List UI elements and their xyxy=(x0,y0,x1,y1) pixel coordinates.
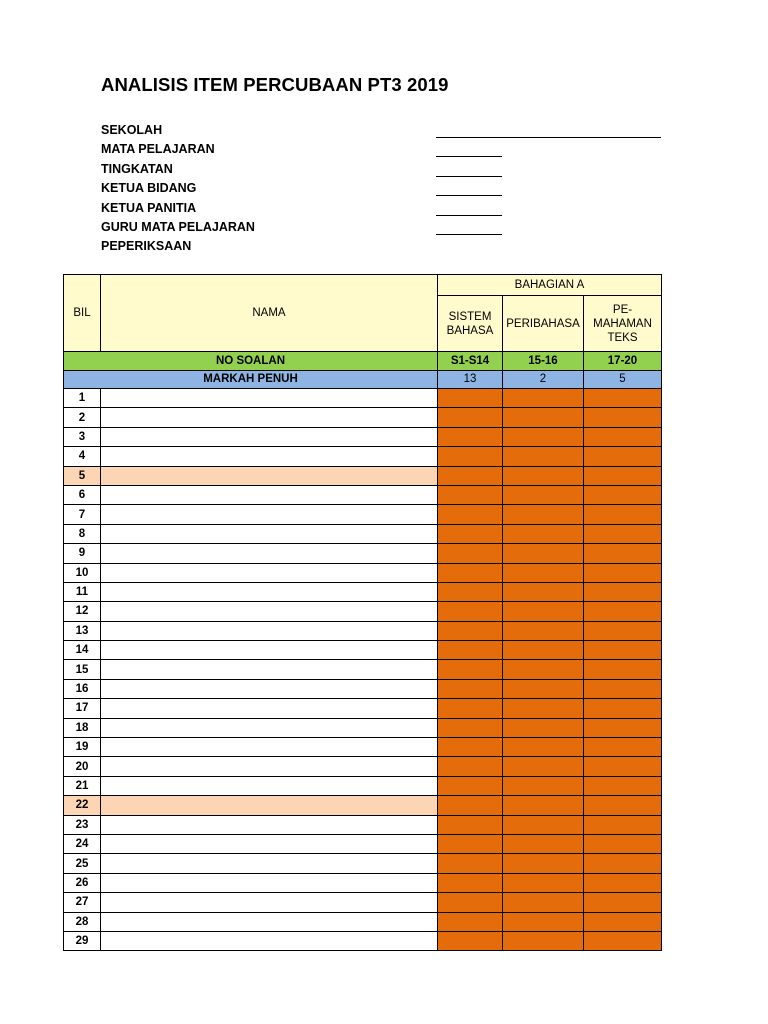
page-title: ANALISIS ITEM PERCUBAAN PT3 2019 xyxy=(101,74,449,95)
score-cell[interactable] xyxy=(584,641,662,660)
nama-cell[interactable] xyxy=(101,796,438,815)
bil-cell: 19 xyxy=(64,738,101,757)
table-row xyxy=(64,738,662,757)
table-row xyxy=(64,466,662,485)
info-label: TINGKATAN xyxy=(101,161,173,176)
score-cell[interactable] xyxy=(503,738,584,757)
score-cell[interactable] xyxy=(438,796,503,815)
info-fill-line[interactable] xyxy=(436,234,502,235)
score-cell[interactable] xyxy=(584,873,662,892)
score-cell[interactable] xyxy=(503,834,584,853)
table-row xyxy=(64,893,662,912)
score-cell[interactable] xyxy=(438,466,503,485)
table-row xyxy=(64,427,662,446)
markah-penuh-cell: 5 xyxy=(584,370,662,389)
bil-cell: 3 xyxy=(64,427,101,446)
info-row xyxy=(101,121,681,140)
score-cell[interactable] xyxy=(438,738,503,757)
score-cell[interactable] xyxy=(438,854,503,873)
score-cell[interactable] xyxy=(438,505,503,524)
section-header: BAHAGIAN A xyxy=(438,275,662,296)
nama-cell[interactable] xyxy=(101,699,438,718)
nama-cell[interactable] xyxy=(101,389,438,408)
score-cell[interactable] xyxy=(503,466,584,485)
bil-cell: 15 xyxy=(64,660,101,679)
score-cell[interactable] xyxy=(503,544,584,563)
info-row xyxy=(101,179,681,198)
nama-cell[interactable] xyxy=(101,485,438,504)
score-cell[interactable] xyxy=(584,815,662,834)
score-cell[interactable] xyxy=(503,854,584,873)
score-cell[interactable] xyxy=(438,641,503,660)
score-cell[interactable] xyxy=(438,524,503,543)
score-cell[interactable] xyxy=(503,505,584,524)
bil-cell: 17 xyxy=(64,699,101,718)
score-cell[interactable] xyxy=(503,912,584,931)
info-fill-line[interactable] xyxy=(436,156,502,157)
nama-cell[interactable] xyxy=(101,466,438,485)
markah-penuh-cell: 2 xyxy=(503,370,584,389)
score-cell[interactable] xyxy=(438,679,503,698)
score-cell[interactable] xyxy=(584,699,662,718)
analysis-table xyxy=(63,274,662,951)
table-row xyxy=(64,660,662,679)
score-cell[interactable] xyxy=(503,679,584,698)
score-cell[interactable] xyxy=(438,815,503,834)
score-cell[interactable] xyxy=(584,544,662,563)
nama-cell[interactable] xyxy=(101,854,438,873)
table-row xyxy=(64,873,662,892)
table-row xyxy=(64,854,662,873)
nama-cell[interactable] xyxy=(101,679,438,698)
score-cell[interactable] xyxy=(503,485,584,504)
score-cell[interactable] xyxy=(584,408,662,427)
score-cell[interactable] xyxy=(503,563,584,582)
bil-cell: 7 xyxy=(64,505,101,524)
score-cell[interactable] xyxy=(503,873,584,892)
score-cell[interactable] xyxy=(503,815,584,834)
no-soalan-cell: S1-S14 xyxy=(438,352,503,371)
score-cell[interactable] xyxy=(584,602,662,621)
table-row xyxy=(64,679,662,698)
info-row xyxy=(101,218,681,237)
nama-cell[interactable] xyxy=(101,427,438,446)
score-cell[interactable] xyxy=(438,582,503,601)
score-cell[interactable] xyxy=(438,699,503,718)
table-row xyxy=(64,796,662,815)
table-row xyxy=(64,485,662,504)
score-cell[interactable] xyxy=(438,563,503,582)
nama-cell[interactable] xyxy=(101,757,438,776)
score-cell[interactable] xyxy=(503,389,584,408)
info-label: GURU MATA PELAJARAN xyxy=(101,219,255,234)
score-cell[interactable] xyxy=(438,485,503,504)
nama-cell[interactable] xyxy=(101,776,438,795)
score-cell[interactable] xyxy=(438,834,503,853)
bil-cell: 6 xyxy=(64,485,101,504)
score-cell[interactable] xyxy=(438,718,503,737)
info-label: KETUA PANITIA xyxy=(101,200,197,215)
score-cell[interactable] xyxy=(438,893,503,912)
score-cell[interactable] xyxy=(584,757,662,776)
score-cell[interactable] xyxy=(503,893,584,912)
score-cell[interactable] xyxy=(438,912,503,931)
nama-cell[interactable] xyxy=(101,524,438,543)
score-cell[interactable] xyxy=(503,776,584,795)
nama-header: NAMA xyxy=(101,275,438,352)
score-cell[interactable] xyxy=(584,466,662,485)
bil-cell: 14 xyxy=(64,641,101,660)
score-cell[interactable] xyxy=(503,582,584,601)
table-row xyxy=(64,776,662,795)
column-header-pemahaman-teks: PE-MAHAMAN TEKS xyxy=(584,296,662,352)
score-cell[interactable] xyxy=(584,389,662,408)
nama-cell[interactable] xyxy=(101,505,438,524)
nama-cell[interactable] xyxy=(101,563,438,582)
bil-cell: 2 xyxy=(64,408,101,427)
bil-cell: 5 xyxy=(64,466,101,485)
nama-cell[interactable] xyxy=(101,641,438,660)
bil-cell: 27 xyxy=(64,893,101,912)
info-label: MATA PELAJARAN xyxy=(101,142,215,157)
score-cell[interactable] xyxy=(438,544,503,563)
nama-cell[interactable] xyxy=(101,660,438,679)
score-cell[interactable] xyxy=(584,738,662,757)
bil-cell: 4 xyxy=(64,447,101,466)
score-cell[interactable] xyxy=(503,447,584,466)
info-fill-line[interactable] xyxy=(436,137,661,138)
bil-cell: 22 xyxy=(64,796,101,815)
score-cell[interactable] xyxy=(438,757,503,776)
info-row xyxy=(101,237,681,256)
score-cell[interactable] xyxy=(584,427,662,446)
table-row xyxy=(64,815,662,834)
info-section xyxy=(101,121,681,257)
bil-cell: 24 xyxy=(64,834,101,853)
no-soalan-cell: 17-20 xyxy=(584,352,662,371)
score-cell[interactable] xyxy=(584,834,662,853)
table-row xyxy=(64,524,662,543)
score-cell[interactable] xyxy=(438,776,503,795)
nama-cell[interactable] xyxy=(101,582,438,601)
bil-cell: 18 xyxy=(64,718,101,737)
bil-cell: 29 xyxy=(64,931,101,950)
bil-cell: 25 xyxy=(64,854,101,873)
bil-cell: 21 xyxy=(64,776,101,795)
score-cell[interactable] xyxy=(584,505,662,524)
table-row xyxy=(64,563,662,582)
score-cell[interactable] xyxy=(438,931,503,950)
score-cell[interactable] xyxy=(503,718,584,737)
bil-cell: 23 xyxy=(64,815,101,834)
bil-cell: 28 xyxy=(64,912,101,931)
info-label: SEKOLAH xyxy=(101,123,163,137)
bil-cell: 12 xyxy=(64,602,101,621)
score-cell[interactable] xyxy=(503,621,584,640)
score-cell[interactable] xyxy=(584,524,662,543)
table-row xyxy=(64,699,662,718)
table-row xyxy=(64,582,662,601)
score-cell[interactable] xyxy=(584,660,662,679)
score-cell[interactable] xyxy=(584,931,662,950)
table-row xyxy=(64,389,662,408)
nama-cell[interactable] xyxy=(101,447,438,466)
table-row xyxy=(64,408,662,427)
table-row xyxy=(64,931,662,950)
table-row xyxy=(64,505,662,524)
score-cell[interactable] xyxy=(584,679,662,698)
score-cell[interactable] xyxy=(438,427,503,446)
score-cell[interactable] xyxy=(438,408,503,427)
no-soalan-label: NO SOALAN xyxy=(64,352,438,371)
nama-cell[interactable] xyxy=(101,815,438,834)
score-cell[interactable] xyxy=(503,699,584,718)
nama-cell[interactable] xyxy=(101,621,438,640)
info-fill-line[interactable] xyxy=(436,176,502,177)
nama-cell[interactable] xyxy=(101,873,438,892)
table-row xyxy=(64,912,662,931)
bil-cell: 13 xyxy=(64,621,101,640)
score-cell[interactable] xyxy=(503,931,584,950)
nama-cell[interactable] xyxy=(101,834,438,853)
bil-cell: 16 xyxy=(64,679,101,698)
nama-cell[interactable] xyxy=(101,544,438,563)
info-row xyxy=(101,160,681,179)
score-cell[interactable] xyxy=(438,621,503,640)
markah-penuh-label: MARKAH PENUH xyxy=(64,370,438,389)
score-cell[interactable] xyxy=(584,621,662,640)
table-row xyxy=(64,641,662,660)
score-cell[interactable] xyxy=(503,408,584,427)
nama-cell[interactable] xyxy=(101,408,438,427)
table-row xyxy=(64,602,662,621)
nama-cell[interactable] xyxy=(101,602,438,621)
info-row xyxy=(101,199,681,218)
info-fill-line[interactable] xyxy=(436,215,502,216)
bil-cell: 26 xyxy=(64,873,101,892)
score-cell[interactable] xyxy=(584,912,662,931)
score-cell[interactable] xyxy=(584,893,662,912)
nama-cell[interactable] xyxy=(101,912,438,931)
score-cell[interactable] xyxy=(438,602,503,621)
info-label: KETUA BIDANG xyxy=(101,181,197,196)
no-soalan-cell: 15-16 xyxy=(503,352,584,371)
bil-cell: 9 xyxy=(64,544,101,563)
score-cell[interactable] xyxy=(503,796,584,815)
markah-penuh-cell: 13 xyxy=(438,370,503,389)
info-row xyxy=(101,140,681,159)
score-cell[interactable] xyxy=(584,563,662,582)
nama-cell[interactable] xyxy=(101,893,438,912)
bil-cell: 11 xyxy=(64,582,101,601)
score-cell[interactable] xyxy=(438,447,503,466)
score-cell[interactable] xyxy=(584,854,662,873)
score-cell[interactable] xyxy=(503,641,584,660)
table-row xyxy=(64,834,662,853)
score-cell[interactable] xyxy=(584,718,662,737)
bil-header: BIL xyxy=(64,275,101,352)
score-cell[interactable] xyxy=(438,660,503,679)
score-cell[interactable] xyxy=(503,602,584,621)
score-cell[interactable] xyxy=(584,796,662,815)
score-cell[interactable] xyxy=(584,776,662,795)
column-header-sistem-bahasa: SISTEM BAHASA xyxy=(438,296,503,352)
nama-cell[interactable] xyxy=(101,718,438,737)
table-row xyxy=(64,447,662,466)
score-cell[interactable] xyxy=(438,873,503,892)
score-cell[interactable] xyxy=(503,757,584,776)
table-row xyxy=(64,757,662,776)
nama-cell[interactable] xyxy=(101,931,438,950)
bil-cell: 8 xyxy=(64,524,101,543)
score-cell[interactable] xyxy=(503,427,584,446)
table-row xyxy=(64,718,662,737)
column-header-peribahasa: PERIBAHASA xyxy=(503,296,584,352)
info-label: PEPERIKSAAN xyxy=(101,239,192,254)
bil-cell: 10 xyxy=(64,563,101,582)
table-row xyxy=(64,544,662,563)
score-cell[interactable] xyxy=(584,447,662,466)
bil-cell: 20 xyxy=(64,757,101,776)
score-cell[interactable] xyxy=(503,524,584,543)
info-fill-line[interactable] xyxy=(436,195,502,196)
nama-cell[interactable] xyxy=(101,738,438,757)
score-cell[interactable] xyxy=(584,485,662,504)
table-row xyxy=(64,621,662,640)
bil-cell: 1 xyxy=(64,389,101,408)
score-cell[interactable] xyxy=(438,389,503,408)
score-cell[interactable] xyxy=(503,660,584,679)
score-cell[interactable] xyxy=(584,582,662,601)
